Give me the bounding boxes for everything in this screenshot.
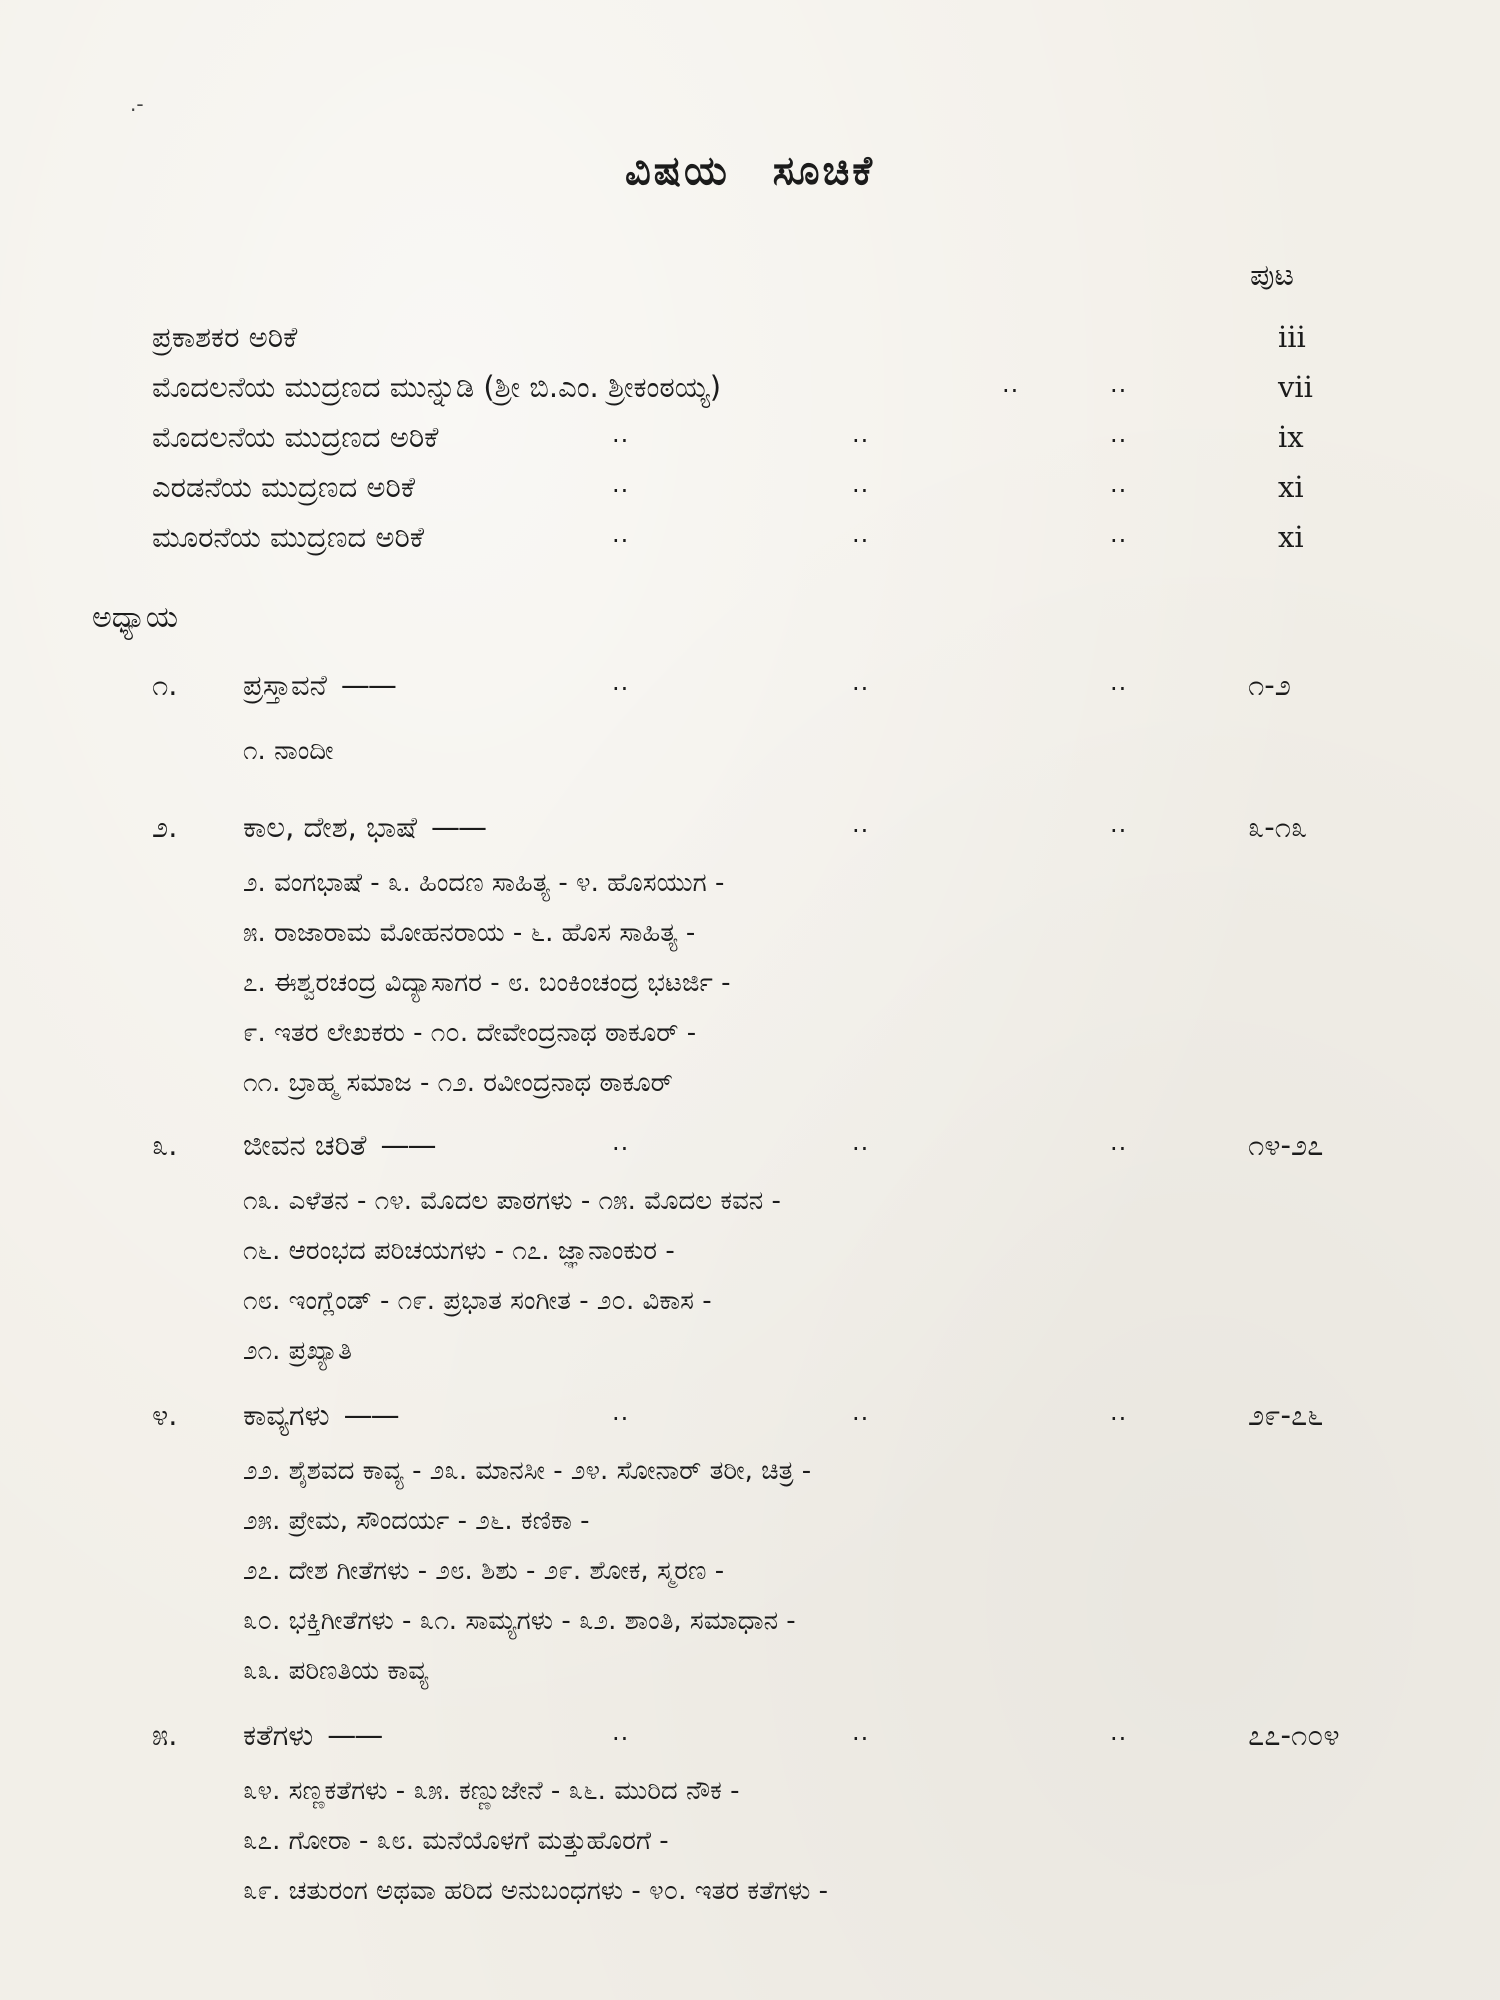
chapter-4-subsection: ೨೭. ದೇಶ ಗೀತೆಗಳು - ೨೮. ಶಿಶು - ೨೯. ಶೋಕ, ಸ್ಮರಣ - <box>243 1556 725 1586</box>
leader-dots: .. <box>1110 470 1128 498</box>
toc-entry-publishers-note <box>0 320 1500 366</box>
entry-page: xi <box>1278 520 1304 554</box>
chapter-4-subsection: ೨೫. ಪ್ರೇಮ, ಸೌಂದರ್ಯ - ೨೬. ಕಣಿಕಾ - <box>243 1506 590 1536</box>
chapter-number: ೪. <box>152 1398 178 1432</box>
chapter-pages: ೩-೧೩ <box>1248 810 1308 844</box>
chapter-number: ೧. <box>152 668 178 702</box>
entry-page: ix <box>1278 420 1304 454</box>
leader-dots: .. <box>1110 1128 1128 1156</box>
leader-dots: .. <box>1110 810 1128 838</box>
chapter-3-subsection: ೧೩. ಎಳೆತನ - ೧೪. ಮೊದಲ ಪಾಠಗಳು - ೧೫. ಮೊದಲ ಕವನ - <box>243 1186 781 1216</box>
entry-page: vii <box>1278 370 1313 404</box>
chapter-1-subsection: ೧. ನಾಂದೀ <box>243 736 334 766</box>
scan-speck: .- <box>130 92 144 116</box>
title-dash: —— <box>343 1398 398 1432</box>
leader-dots: .. <box>852 1398 870 1426</box>
title-dash: —— <box>380 1128 435 1162</box>
leader-dots: .. <box>612 1398 630 1426</box>
chapter-2-subsection: ೭. ಈಶ್ವರಚಂದ್ರ ವಿದ್ಯಾಸಾಗರ - ೮. ಬಂಕಿಂಚಂದ್ರ ಭಟರ್ಜಿ - <box>243 968 731 998</box>
title-dash: —— <box>340 668 395 702</box>
chapter-title <box>243 1398 398 1433</box>
chapter-5-subsection: ೩೪. ಸಣ್ಣಕತೆಗಳು - ೩೫. ಕಣ್ಣುಜೇನೆ - ೩೬. ಮುರಿದ ನೌಕ - <box>243 1776 740 1806</box>
entry-title: ಮೊದಲನೆಯ ಮುದ್ರಣದ ಮುನ್ನುಡಿ (ಶ್ರೀ ಬಿ.ಎಂ. ಶ್ರೀಕಂಠಯ್ಯ) <box>152 370 722 404</box>
chapter-4-subsection: ೨೨. ಶೈಶವದ ಕಾವ್ಯ - ೨೩. ಮಾನಸೀ - ೨೪. ಸೋನಾರ್ ತರೀ, ಚಿತ್ರ - <box>243 1456 812 1486</box>
entry-page: iii <box>1278 320 1306 354</box>
chapter-5-subsection: ೩೯. ಚತುರಂಗ ಅಥವಾ ಹರಿದ ಅನುಬಂಧಗಳು - ೪೦. ಇತರ ಕತೆಗಳು - <box>243 1876 829 1906</box>
chapter-title-text: ಪ್ರಸ್ತಾವನೆ <box>243 668 327 702</box>
leader-dots: .. <box>612 1718 630 1746</box>
title-dash: —— <box>327 1718 382 1752</box>
chapter-5-row <box>0 1718 1500 1764</box>
title-dash: —— <box>431 810 486 844</box>
entry-page: xi <box>1278 470 1304 504</box>
chapter-title <box>243 668 395 703</box>
chapter-4-row <box>0 1398 1500 1444</box>
entry-title: ಪ್ರಕಾಶಕರ ಅರಿಕೆ <box>152 320 298 354</box>
chapter-pages: ೧೪-೨೭ <box>1248 1128 1324 1162</box>
chapter-title-text: ಕಾಲ, ದೇಶ, ಭಾಷೆ <box>243 810 418 844</box>
entry-title: ಮೂರನೆಯ ಮುದ್ರಣದ ಅರಿಕೆ <box>152 520 425 554</box>
leader-dots: .. <box>1110 1718 1128 1746</box>
chapter-number: ೨. <box>152 810 178 844</box>
chapter-3-row <box>0 1128 1500 1174</box>
page-column-heading: ಪುಟ <box>1250 258 1295 293</box>
chapter-5-subsection: ೩೭. ಗೋರಾ - ೩೮. ಮನೆಯೊಳಗೆ ಮತ್ತುಹೊರಗೆ - <box>243 1826 669 1856</box>
leader-dots: .. <box>852 668 870 696</box>
chapter-2-subsection: ೫. ರಾಜಾರಾಮ ಮೋಹನರಾಯ - ೬. ಹೊಸ ಸಾಹಿತ್ಯ - <box>243 918 696 948</box>
leader-dots: .. <box>852 1128 870 1156</box>
chapter-1-row <box>0 668 1500 714</box>
leader-dots: .. <box>852 520 870 548</box>
leader-dots: .. <box>612 420 630 448</box>
chapter-pages: ೭೭-೧೦೪ <box>1248 1718 1340 1752</box>
leader-dots: .. <box>1110 520 1128 548</box>
leader-dots: .. <box>612 1128 630 1156</box>
page-title: ವಿಷಯ ಸೂಚಿಕೆ <box>624 148 875 194</box>
chapter-2-subsection: ೧೧. ಬ್ರಾಹ್ಮ ಸಮಾಜ - ೧೨. ರವೀಂದ್ರನಾಥ ಠಾಕೂರ್ <box>243 1068 673 1098</box>
chapter-3-subsection: ೨೧. ಪ್ರಖ್ಯಾತಿ <box>243 1336 352 1366</box>
leader-dots: .. <box>1110 1398 1128 1426</box>
chapter-number: ೩. <box>152 1128 178 1162</box>
toc-entry-first-note <box>0 420 1500 466</box>
leader-dots: .. <box>612 668 630 696</box>
chapters-label: ಅಧ್ಯಾಯ <box>92 600 179 635</box>
leader-dots: .. <box>1110 420 1128 448</box>
chapter-title <box>243 1128 434 1163</box>
chapter-2-row <box>0 810 1500 856</box>
chapter-number: ೫. <box>152 1718 178 1752</box>
leader-dots: .. <box>612 470 630 498</box>
leader-dots: .. <box>1002 370 1020 398</box>
chapter-title <box>243 1718 381 1753</box>
chapter-title <box>243 810 485 845</box>
leader-dots: .. <box>852 810 870 838</box>
chapter-title-text: ಕತೆಗಳು <box>243 1718 314 1752</box>
chapter-pages: ೨೯-೭೬ <box>1248 1398 1324 1432</box>
toc-entry-third-note <box>0 520 1500 566</box>
chapter-4-subsection: ೩೦. ಭಕ್ತಿಗೀತೆಗಳು - ೩೧. ಸಾಮ್ಯಗಳು - ೩೨. ಶಾಂತಿ, ಸಮಾಧಾನ - <box>243 1606 796 1636</box>
chapter-3-subsection: ೧೬. ಆರಂಭದ ಪರಿಚಯಗಳು - ೧೭. ಜ್ಞಾನಾಂಕುರ - <box>243 1236 675 1266</box>
toc-entry-first-preface <box>0 370 1500 416</box>
entry-title: ಮೊದಲನೆಯ ಮುದ್ರಣದ ಅರಿಕೆ <box>152 420 439 454</box>
chapter-4-subsection: ೩೩. ಪರಿಣತಿಯ ಕಾವ್ಯ <box>243 1656 429 1686</box>
chapter-title-text: ಕಾವ್ಯಗಳು <box>243 1398 330 1432</box>
chapter-2-subsection: ೨. ವಂಗಭಾಷೆ - ೩. ಹಿಂದಣ ಸಾಹಿತ್ಯ - ೪. ಹೊಸಯುಗ - <box>243 868 725 898</box>
chapter-title-text: ಜೀವನ ಚರಿತೆ <box>243 1128 367 1162</box>
leader-dots: .. <box>852 1718 870 1746</box>
leader-dots: .. <box>612 520 630 548</box>
leader-dots: .. <box>1110 370 1128 398</box>
entry-title: ಎರಡನೆಯ ಮುದ್ರಣದ ಅರಿಕೆ <box>152 470 416 504</box>
chapter-2-subsection: ೯. ಇತರ ಲೇಖಕರು - ೧೦. ದೇವೇಂದ್ರನಾಥ ಠಾಕೂರ್ - <box>243 1018 697 1048</box>
toc-entry-second-note <box>0 470 1500 516</box>
leader-dots: .. <box>1110 668 1128 696</box>
chapter-3-subsection: ೧೮. ಇಂಗ್ಲೆಂಡ್ - ೧೯. ಪ್ರಭಾತ ಸಂಗೀತ - ೨೦. ವಿಕಾಸ - <box>243 1286 712 1316</box>
leader-dots: .. <box>852 420 870 448</box>
chapter-pages: ೧-೨ <box>1248 668 1291 702</box>
leader-dots: .. <box>852 470 870 498</box>
